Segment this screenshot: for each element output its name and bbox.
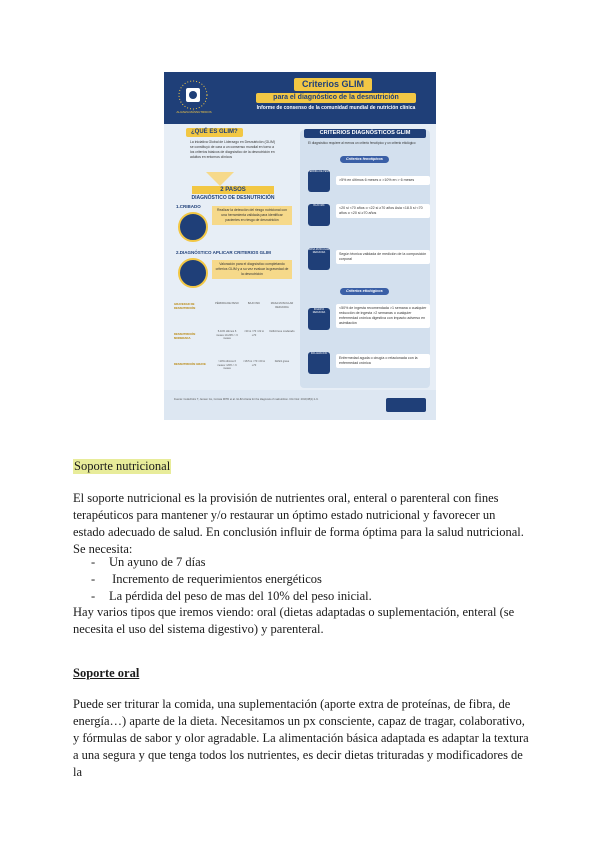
pasos-label: 2 PASOS [192, 186, 274, 194]
logo-text: ALIANZA MÁSNUTRIDOS [176, 110, 212, 114]
title-criterios-glim: Criterios GLIM [294, 78, 372, 91]
pasos-subtitle: DIAGNÓSTICO DE DESNUTRICIÓN [191, 195, 275, 201]
table-cell: <18.5 si <70 <20 si ≥70 [243, 360, 265, 367]
muscle-mass-icon: MASA MUSCULAR REDUCIDA [308, 248, 330, 270]
crit-value: Enfermedad aguda o cirugía o relacionada con la enfermedad crónica [336, 354, 430, 368]
down-arrow-icon [206, 172, 234, 186]
paragraph-intro: El soporte nutricional es la provisión de nutrientes oral, enteral o parenteral con fines terapéuticos para mantener y/o restaurar un óptimo estado nutricional y favorecer un estado adecuado de salud. En conclusión influir de forma óptima para la salud nutricional. Se necesita: [73, 491, 524, 556]
table-cell: <20 si <70 <22 si ≥70 [244, 330, 264, 337]
crit-value: >5% en últimos 6 meses o >10% en > 6 meses [336, 176, 430, 185]
criterios-subtitle: El diagnóstico requiere al menos un criterio fenotípico y un criterio etiológico [308, 141, 416, 145]
criterios-header: CRITERIOS DIAGNÓSTICOS GLIM [304, 129, 426, 138]
table-row-label: GRAVEDAD DE DESNUTRICIÓN [174, 302, 196, 310]
table-cell: 5-10% últimos 6 meses 10-20% > 6 meses [216, 330, 238, 341]
diagnosis-icon [178, 258, 208, 288]
list-item-text: Incremento de requerimientos energéticos [109, 572, 322, 586]
footer-text: Fuente: Cederholm T, Jensen GL, Correia MITD et al. GLIM criteria for the diagnosis of malnutrition. Clin Nutr. 2019;38(1):1-9. [174, 398, 319, 401]
step2-label: 2.DIAGNÓSTICO APLICAR CRITERIOS GLIM [176, 250, 271, 255]
infographic-footer [164, 390, 436, 420]
list-item [91, 554, 206, 571]
list-item [91, 571, 322, 588]
weight-loss-icon: PÉRDIDA DE PESO [308, 170, 330, 192]
crit-value: <20 si <70 años o <22 si ≥70 años Asia <18.5 si <70 años o <20 si ≥70 años [336, 204, 430, 218]
table-cell: >10% últimos 6 meses >20% > 6 meses [217, 360, 237, 371]
inflammation-icon: INFLAMACIÓN [308, 352, 330, 374]
table-cell: Déficit leve moderado [269, 330, 295, 333]
list-item-text: Un ayuno de 7 días [109, 555, 206, 569]
step1-label: 1.CRIBADO [176, 204, 201, 209]
step1-text: Realizar la detección del riesgo nutricional con una herramienta validada para identificar pacientes en riesgo de desnutrición [212, 206, 292, 225]
list-dash: - [91, 589, 96, 603]
glim-infographic [164, 72, 436, 420]
heading-soporte-oral: Soporte oral [73, 666, 140, 680]
screening-icon [178, 212, 208, 242]
severity-table [174, 302, 298, 392]
low-bmi-icon: BAJO IMC [308, 204, 330, 226]
paragraph-soporte-oral: Puede ser triturar la comida, una suplementación (aporte extra de proteínas, de fibra, de energía…) aparte de la dieta. Necesitamos un px consciente, capaz de tragar, colaborativo, y fórmulas de sabor y olor agradable. La alimentación básica adaptada es adaptar la textura a una segura y que tenga todos los nutrientes, es decir dietas trituradas y modificadores de la [73, 697, 529, 779]
title-diagnostico: para el diagnóstico de la desnutrición [256, 93, 416, 103]
table-row-label: DESNUTRICIÓN MODERADA [174, 332, 196, 340]
paragraph-tipos: Hay varios tipos que iremos viendo: oral (dietas adaptadas o suplementación, enteral (se necesita el uso del sistema digestivo) y parenteral. [73, 605, 515, 636]
table-row-label: DESNUTRICIÓN GRAVE [174, 362, 206, 366]
list-dash: - [91, 555, 96, 569]
title-informe: Informe de consenso de la comunidad mundial de nutrición clínica [256, 105, 416, 111]
step2-text: Valoración para el diagnóstico completando criterios GLIM y a su vez evaluar la gravedad de la desnutrición [212, 260, 292, 279]
list-item [91, 588, 372, 605]
list-dash: - [91, 572, 96, 586]
heading-soporte-nutricional: Soporte nutricional [74, 459, 171, 473]
table-cell: MASA MUSCULAR REDUCIDA [270, 302, 294, 309]
pill-etiologicos: Criterios etiológicos [340, 288, 389, 295]
que-es-glim-text: La iniciativa Global de Liderazgo en Desnutrición (GLIM) se constituyó de cara a un consenso mundial en torno a los criterios básicos de diagnóstico de la desnutrición en adultos en entornos clínicos [190, 140, 275, 159]
table-cell: PÉRDIDA DE PESO [215, 302, 239, 305]
pill-fenotipicos: Criterios fenotípicos [340, 156, 389, 163]
crit-value: Según técnica validada de medición de la composición corporal [336, 250, 430, 264]
reduced-intake-icon: INGESTA REDUCIDA [308, 308, 330, 330]
table-cell: Déficit grave [274, 360, 290, 363]
crit-value: <50% de ingesta recomendada >1 semana o cualquier reducción de ingesta >2 semanas o cualquier enfermedad crónica digestiva con impacto adverso en asimilación [336, 304, 430, 328]
footer-logo [386, 398, 426, 412]
table-cell: BAJO IMC [247, 302, 261, 305]
que-es-glim-label: ¿QUÉ ES GLIM? [186, 128, 243, 137]
list-item-text: La pérdida del peso de mas del 10% del peso inicial. [109, 589, 372, 603]
